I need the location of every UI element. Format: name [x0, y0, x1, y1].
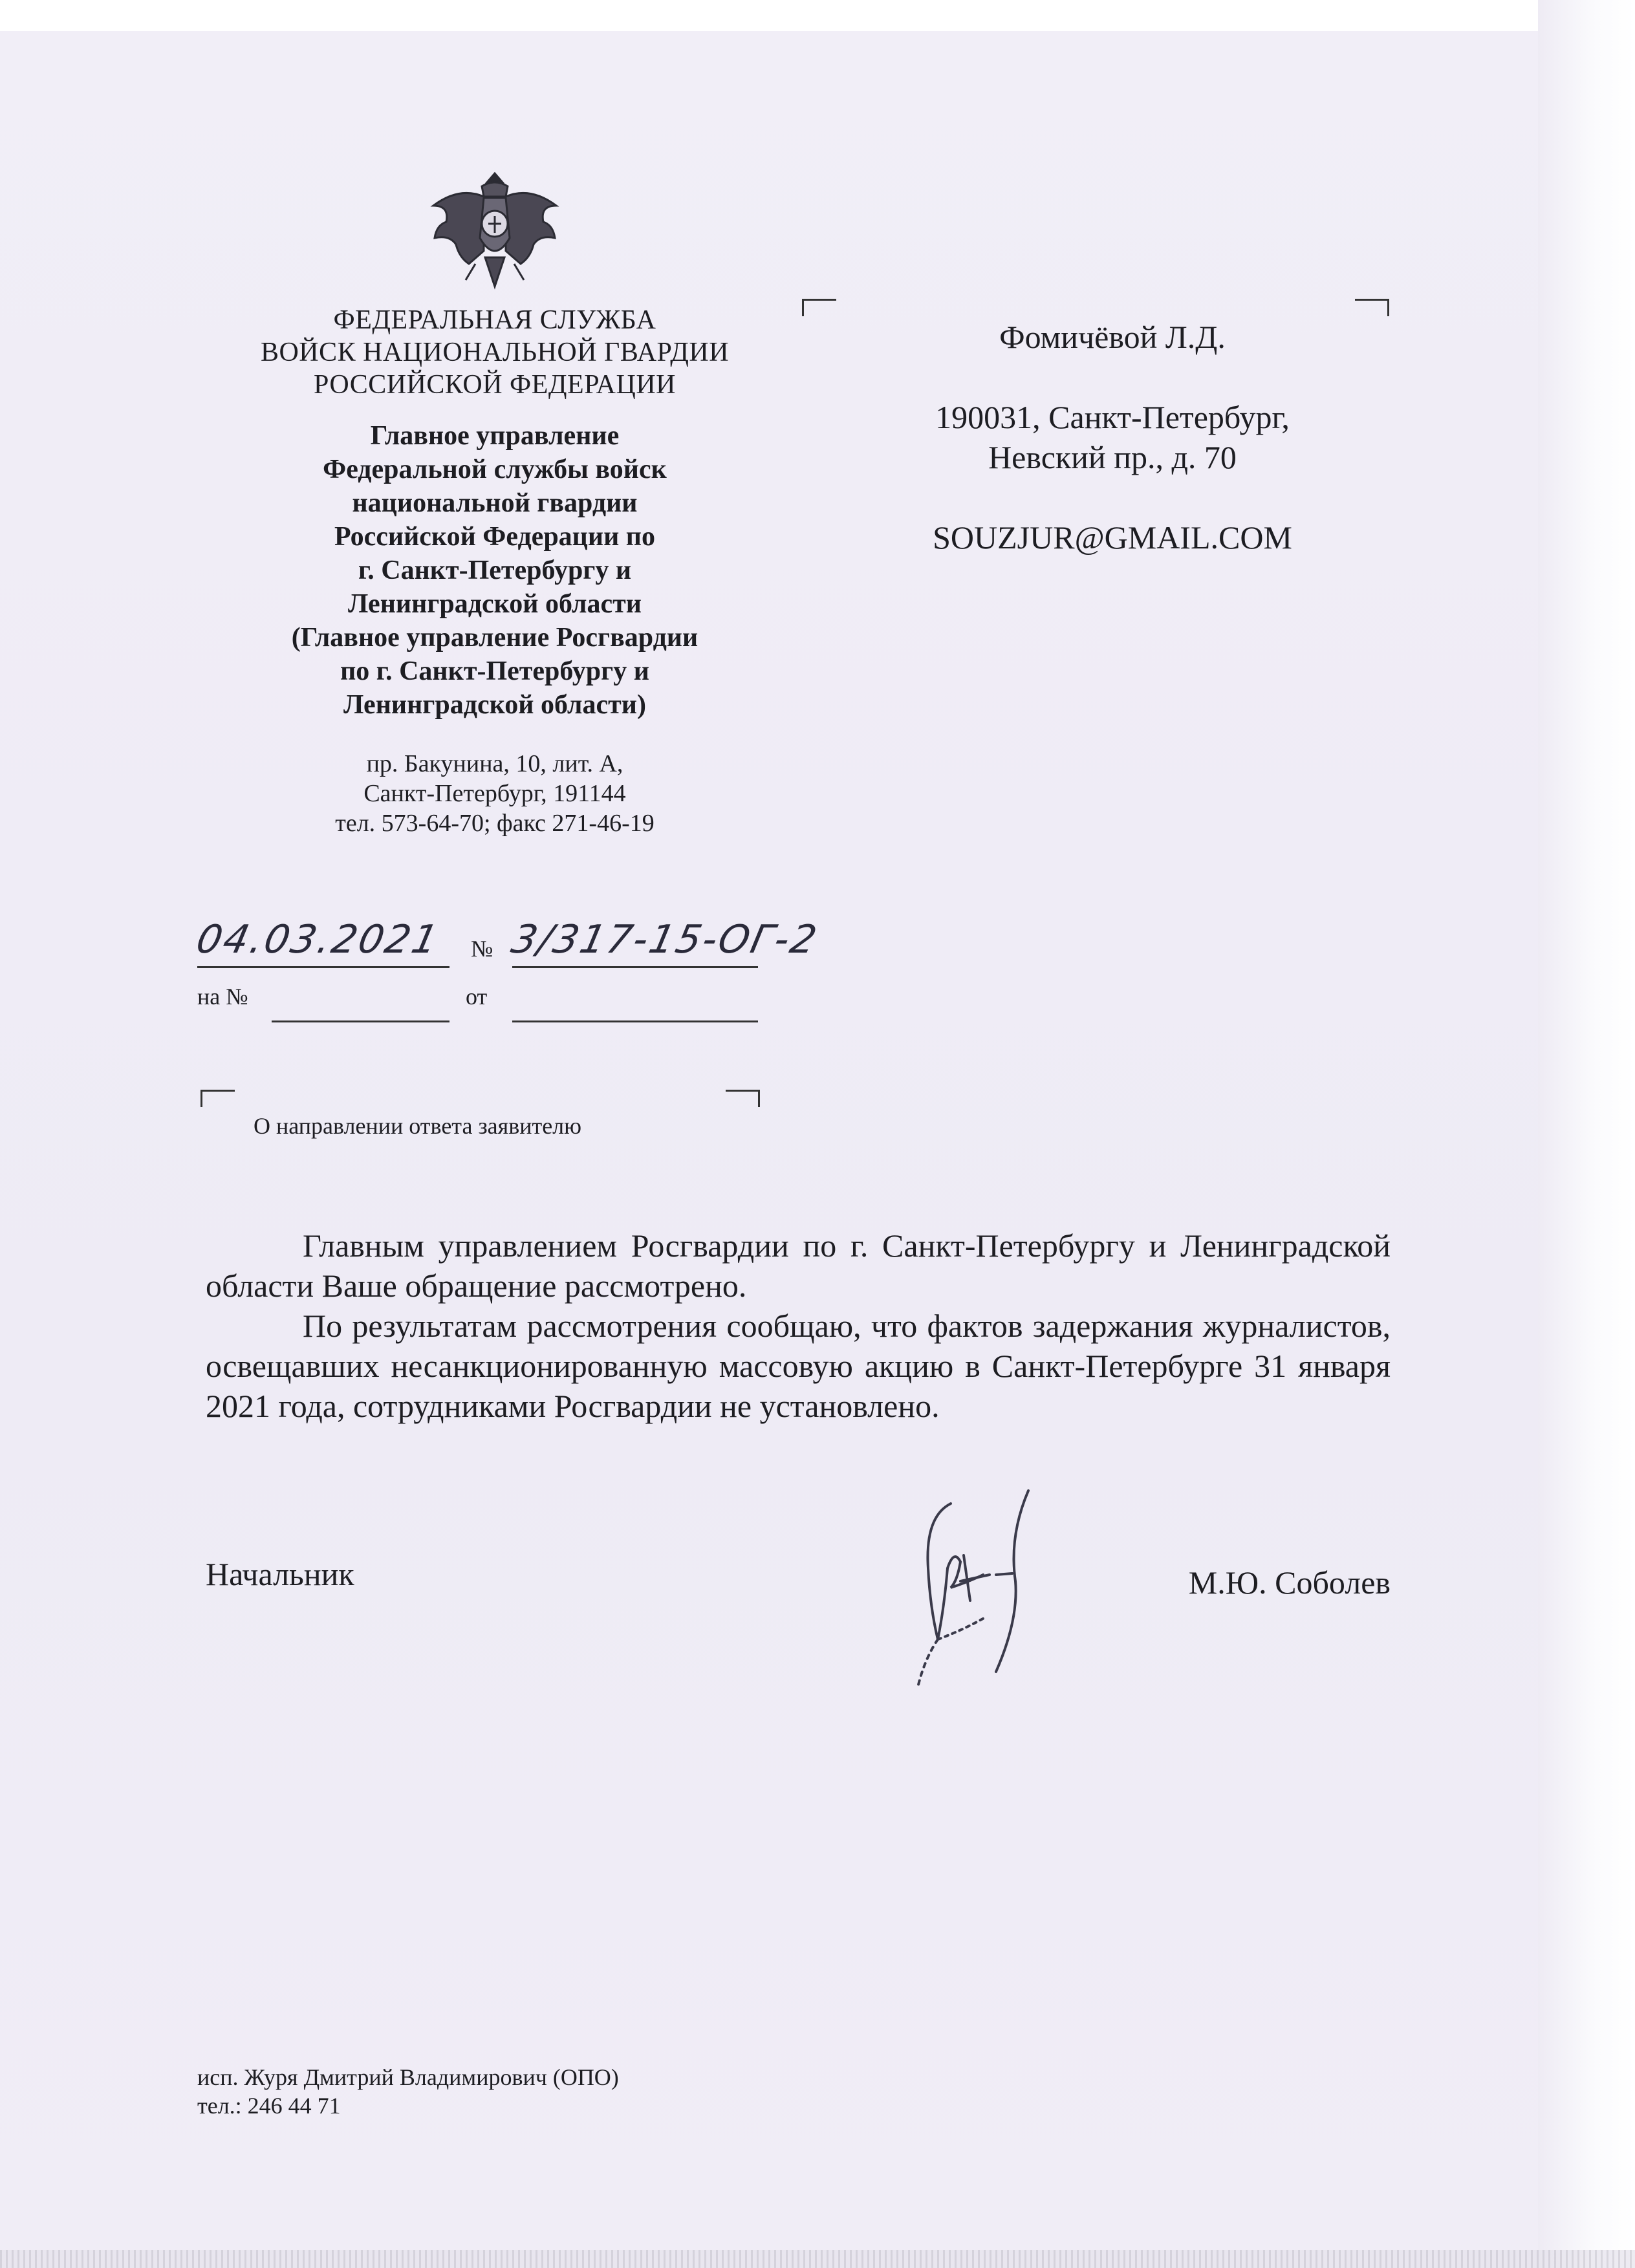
body-paragraph: По результатам рассмотрения сообщаю, что фактов задержания журналистов, освещавших несанкционированную массовую акцию в Санкт-Петербурге 31 января 2021 года, сотрудниками Росгвардии не установлено. [206, 1308, 1391, 1424]
org-address [181, 749, 808, 838]
recipient-block [854, 317, 1371, 557]
recipient-corner-right [1355, 299, 1389, 316]
department-line: Главное управление [370, 421, 620, 451]
emblem-icon [420, 160, 569, 296]
department-line: Федеральной службы войск [323, 455, 667, 484]
executor-name: исп. Журя Дмитрий Владимирович (ОПО) [197, 2064, 619, 2090]
subject-line: О направлении ответа заявителю [254, 1113, 582, 1139]
scan-margin-right [1538, 0, 1635, 2268]
subject-corner-right [726, 1090, 760, 1107]
ref-number-label: на № [197, 984, 248, 1010]
department-line: г. Санкт-Петербургу и [358, 556, 632, 585]
address-line: Санкт-Петербург, 191144 [363, 780, 626, 807]
department-line: Ленинградской области [348, 589, 642, 619]
address-line: пр. Бакунина, 10, лит. А, [366, 750, 623, 777]
scan-edge-bottom [0, 2250, 1635, 2268]
handwritten-signature-icon [899, 1478, 1067, 1698]
registration-number: 3/317-15-ОГ-2 [507, 917, 823, 962]
executor-phone: тел.: 246 44 71 [197, 2093, 341, 2119]
recipient-address-line: Невский пр., д. 70 [988, 439, 1237, 475]
ref-number-line [272, 1021, 449, 1022]
department-line: по г. Санкт-Петербургу и [340, 656, 649, 686]
address-line: тел. 573-64-70; факс 271-46-19 [335, 810, 655, 837]
department-line: Ленинградской области) [343, 690, 646, 720]
executor-info [197, 2063, 619, 2120]
org-line-2: ВОЙСК НАЦИОНАЛЬНОЙ ГВАРДИИ [260, 338, 730, 367]
body-paragraph: Главным управлением Росгвардии по г. Санкт-Петербургу и Ленинградской области Ваше обращение рассмотрено. [206, 1227, 1391, 1304]
department-line: национальной гвардии [352, 488, 638, 518]
ref-date-label: от [466, 984, 488, 1010]
letterhead [181, 304, 808, 838]
department-name [181, 419, 808, 722]
recipient-email: SOUZJUR@GMAIL.COM [933, 519, 1292, 556]
recipient-corner-left [802, 299, 836, 316]
org-line-3: РОССИЙСКОЙ ФЕДЕРАЦИИ [314, 370, 676, 400]
recipient-name: Фомичёвой Л.Д. [999, 319, 1226, 355]
number-sign: № [471, 936, 493, 962]
letter-body [206, 1226, 1391, 1426]
department-line: Российской Федерации по [334, 522, 655, 552]
ref-date-line [512, 1021, 758, 1022]
subject-corner-left [200, 1090, 235, 1107]
number-underline [512, 966, 758, 968]
recipient-address-line: 190031, Санкт-Петербург, [935, 399, 1290, 435]
registration-date: 04.03.2021 [192, 917, 444, 962]
department-line: (Главное управление Росгвардии [291, 623, 698, 653]
org-line-1: ФЕДЕРАЛЬНАЯ СЛУЖБА [333, 305, 656, 335]
signer-name: М.Ю. Соболев [1188, 1564, 1391, 1601]
date-underline [197, 966, 449, 968]
scan-margin-top [0, 0, 1635, 31]
signer-position: Начальник [206, 1556, 354, 1592]
